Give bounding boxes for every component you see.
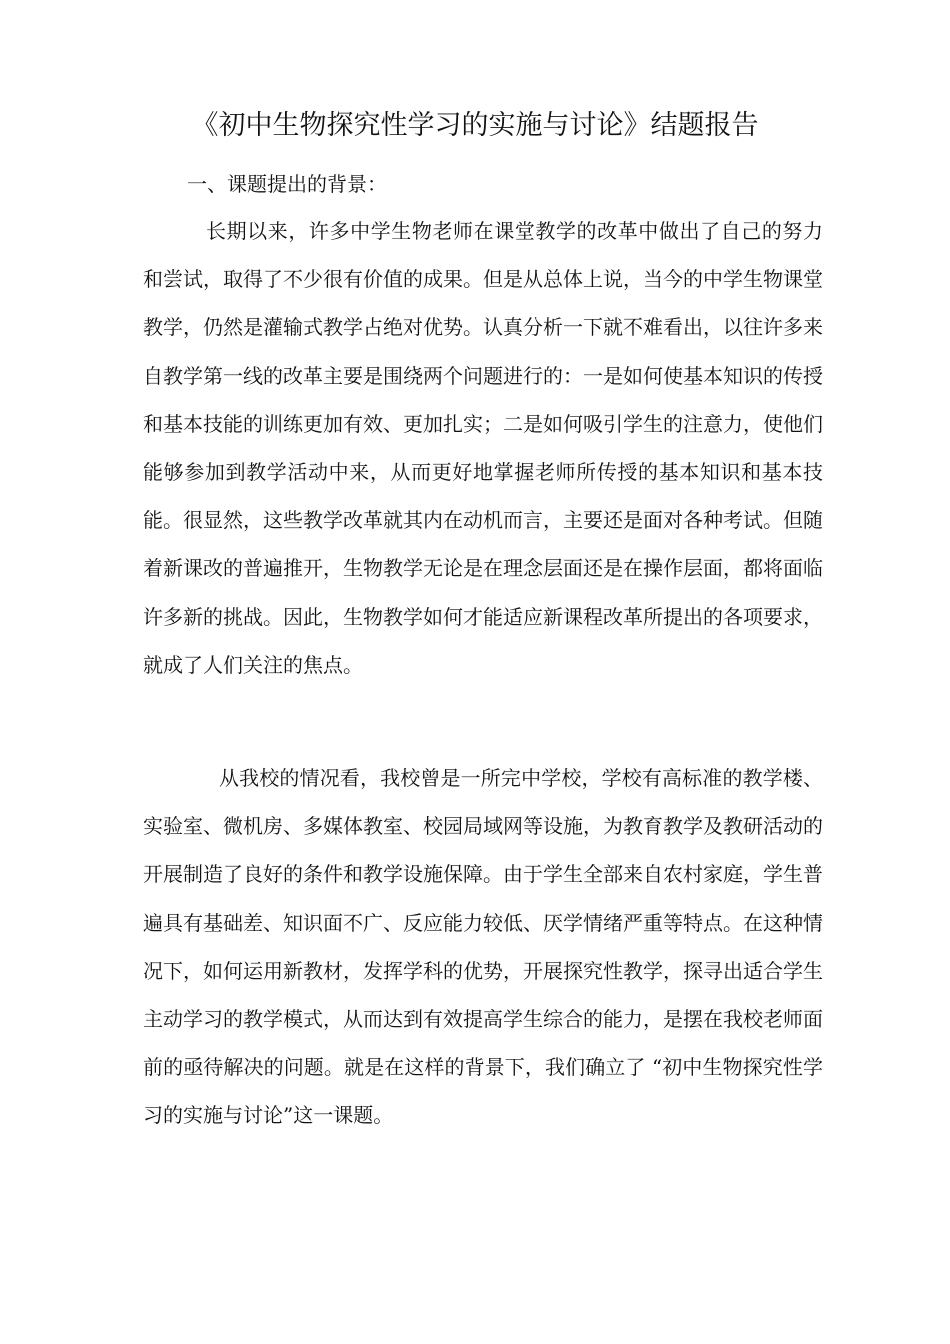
paragraph-background-1: 长期以来，许多中学生物老师在课堂教学的改革中做出了自己的努力和尝试，取得了不少很有价值的成果。但是从总体上说，当今的中学生物课堂教学，仍然是灌输式教学占绝对优势。认真分析一下就不难看出，以往许多来自教学第一线的改革主要是围绕两个问题进行的：一是如何使基本知识的传授和基本技能的训练更加有效、更加扎实；二是如何吸引学生的注意力，使他们能够参加到教学活动中来，从而更好地掌握老师所传授的基本知识和基本技能。很显然，这些教学改革就其内在动机而言，主要还是面对各种考试。但随着新课改的普遍推开，生物教学无论是在理念层面还是在操作层面，都将面临许多新的挑战。因此，生物教学如何才能适应新课程改革所提出的各项要求，就成了人们关注的焦点。 — [143, 219, 823, 677]
section-heading: 一、课题提出的背景： — [187, 172, 387, 196]
paragraph-background-2: 从我校的情况看，我校曾是一所完中学校，学校有高标准的教学楼、实验室、微机房、多媒体教室、校园局域网等设施，为教育教学及教研活动的开展制造了良好的条件和教学设施保障。由于学生全部来自农村家庭，学生普遍具有基础差、知识面不广、反应能力较低、厌学情绪严重等特点。在这种情况下，如何运用新教材，发挥学科的优势，开展探究性教学，探寻出适合学生主动学习的教学模式，从而达到有效提高学生综合的能力，是摆在我校老师面前的亟待解决的问题。就是在这样的背景下，我们确立了 “初中生物探究性学习的实施与讨论”这一课题。 — [143, 766, 823, 1128]
document-title: 《初中生物探究性学习的实施与讨论》结题报告 — [191, 110, 759, 141]
